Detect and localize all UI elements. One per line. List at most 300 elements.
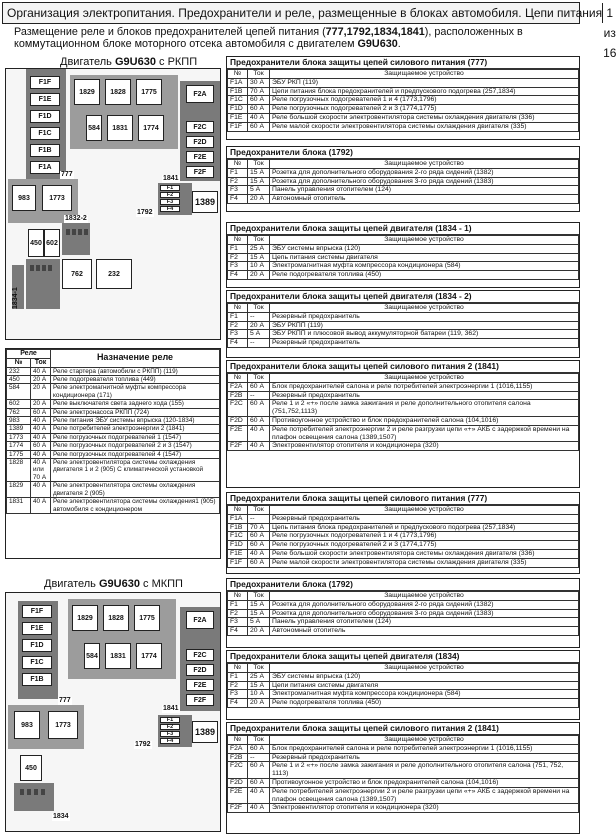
relay-1389: 1389 bbox=[192, 721, 218, 743]
relay-purpose: Реле электровентилятора системы охлаждения1 (905) автомобиля с кондиционером bbox=[51, 498, 220, 514]
relay-1774: 1774 bbox=[136, 643, 162, 669]
fuse-id: F4 bbox=[228, 699, 248, 708]
fuse-row bbox=[228, 244, 579, 253]
fuse-row bbox=[228, 787, 579, 804]
relay-number: 1775 bbox=[7, 450, 31, 458]
fuse-row bbox=[228, 87, 579, 96]
relay-row bbox=[7, 425, 220, 433]
relay-row bbox=[7, 498, 220, 514]
relay-current: 40 А bbox=[31, 482, 51, 498]
fuse-device: Панель управления отопителем (124) bbox=[270, 618, 579, 627]
fuse-row bbox=[228, 382, 579, 391]
fuse-current: 15 А bbox=[248, 681, 270, 690]
fuse-panel bbox=[226, 722, 580, 834]
fuse-f2e: F2E bbox=[186, 679, 214, 691]
fuse-current: 60 А bbox=[248, 400, 270, 417]
relay-purpose: Реле стартера (автомобили с РКПП) (119) bbox=[51, 367, 220, 375]
fuse-table bbox=[227, 373, 579, 451]
fuse-row bbox=[228, 514, 579, 523]
label-777: 777 bbox=[59, 697, 71, 704]
fuse-block-1832-body bbox=[62, 223, 90, 255]
relay-table bbox=[5, 348, 221, 559]
fuse-row bbox=[228, 78, 579, 87]
relay-1775: 1775 bbox=[134, 605, 160, 631]
fuse-device: Реле погрузочных подогревателей 2 и 3 (1774,1775) bbox=[270, 541, 579, 550]
fuse-id: F4 bbox=[228, 195, 248, 204]
fuse-f2c: F2C bbox=[186, 121, 214, 133]
relay-983: 983 bbox=[12, 185, 36, 211]
fuse-current: 40 А bbox=[248, 804, 270, 813]
fuse-panel bbox=[226, 578, 580, 648]
fuse-current: 15 А bbox=[248, 168, 270, 177]
fuse-current: 25 А bbox=[248, 244, 270, 253]
fuse-row bbox=[228, 425, 579, 442]
col-current-header: Ток bbox=[248, 664, 270, 673]
fuse-device: Панель управления отопителем (124) bbox=[270, 186, 579, 195]
col-no-header: № bbox=[228, 664, 248, 673]
col-current-header: Ток bbox=[248, 506, 270, 515]
fuse-device: Реле 1 и 2 «+» после замка зажигания и реле дополнительного отопителя салона (751, 752, 1113) bbox=[270, 762, 579, 779]
relay-number: 450 bbox=[7, 376, 31, 384]
fuse-id: F2D bbox=[228, 416, 248, 425]
relay-number: 232 bbox=[7, 367, 31, 375]
fuse-current: 70 А bbox=[248, 87, 270, 96]
relay-450: 450 bbox=[28, 229, 44, 257]
fuse-pin bbox=[42, 265, 46, 271]
engine2-code: G9U630 bbox=[98, 578, 140, 590]
fuse-f2a: F2A bbox=[186, 611, 214, 629]
relay-purpose: Реле погрузочных подогревателей 4 (1547) bbox=[51, 450, 220, 458]
relay-row bbox=[7, 417, 220, 425]
fuse-table bbox=[227, 505, 579, 568]
fuse-f1d: F1D bbox=[30, 110, 60, 123]
fuse-id: F2 bbox=[228, 609, 248, 618]
relay-purpose: Реле электромагнитной муфты компрессора кондиционера (171) bbox=[51, 384, 220, 400]
fuse-f1d: F1D bbox=[22, 639, 52, 652]
fuse-id: F1A bbox=[228, 78, 248, 87]
fuse-id: F2E bbox=[228, 787, 248, 804]
fuse-row bbox=[228, 271, 579, 280]
fuse-f1a: F1A bbox=[30, 161, 60, 174]
relay-purpose: Реле питания ЭБУ системы впрыска (120-1834) bbox=[51, 417, 220, 425]
fuse-current: 40 А bbox=[248, 442, 270, 451]
fuse-device: Блок предохранителей салона и реле потребителей электроэнергии 1 (1016,1155) bbox=[270, 744, 579, 753]
fuse-row bbox=[228, 177, 579, 186]
fuse-current: 60 А bbox=[248, 416, 270, 425]
fuse-row bbox=[228, 442, 579, 451]
fuse-device: ЭБУ системы впрыска (120) bbox=[270, 244, 579, 253]
fuse-device: Резервный предохранитель bbox=[270, 339, 579, 348]
fuse-current: 20 А bbox=[248, 271, 270, 280]
col-device-header: Защищаемое устройство bbox=[270, 664, 579, 673]
label-1841: 1841 bbox=[163, 175, 179, 182]
fuse-row bbox=[228, 804, 579, 813]
fuse-panel bbox=[226, 650, 580, 720]
fuse-pin bbox=[78, 229, 82, 235]
fuse-pin bbox=[30, 265, 34, 271]
col-device-header: Защищаемое устройство bbox=[270, 236, 579, 245]
fuse-current: 60 А bbox=[248, 762, 270, 779]
fuse-device: ЭБУ РКПП (119) bbox=[270, 321, 579, 330]
engine1-post: с РКПП bbox=[155, 56, 198, 68]
fuse-id: F1 bbox=[228, 672, 248, 681]
fuse-id: F1F bbox=[228, 122, 248, 131]
fuse-id: F2 bbox=[228, 253, 248, 262]
fuse-current: 60 А bbox=[248, 541, 270, 550]
fuse-row bbox=[228, 762, 579, 779]
engine-title-akpp bbox=[60, 56, 197, 68]
relay-1773: 1773 bbox=[48, 711, 78, 739]
intro-codes: 777,1792,1834,1841 bbox=[325, 26, 425, 38]
fuse-row bbox=[228, 391, 579, 400]
relay-number: 602 bbox=[7, 400, 31, 408]
relay-current: 40 А bbox=[31, 433, 51, 441]
relay-1828: 1828 bbox=[105, 79, 131, 105]
relay-602: 602 bbox=[44, 229, 60, 257]
fuse-row bbox=[228, 753, 579, 762]
engine-title-mkpp bbox=[44, 578, 183, 590]
fuse-device: Автономный отопитель bbox=[270, 195, 579, 204]
fuse-device: Реле погрузочных подогревателей 1 и 4 (1773,1796) bbox=[270, 96, 579, 105]
col-device-header: Защищаемое устройство bbox=[270, 592, 579, 601]
fuse-device: Электромагнитная муфта компрессора кондиционера (584) bbox=[270, 690, 579, 699]
fuse-f2e: F2E bbox=[186, 151, 214, 163]
fuse-panel bbox=[226, 290, 580, 358]
col-no-header: № bbox=[228, 592, 248, 601]
fuse-device: Цепи питания системы двигателя bbox=[270, 681, 579, 690]
fuse-current: 10 А bbox=[248, 262, 270, 271]
fuse-current: 70 А bbox=[248, 523, 270, 532]
fuse-id: F2 bbox=[228, 321, 248, 330]
fuse-f1e: F1E bbox=[30, 93, 60, 106]
fuse-f2f: F2F bbox=[186, 694, 214, 706]
fuse-table bbox=[227, 159, 579, 204]
col-no-header: № bbox=[228, 374, 248, 383]
relay-current: 20 А bbox=[31, 400, 51, 408]
fuse-device: Противоугонное устройство и блок предохранителей салона (104,1016) bbox=[270, 416, 579, 425]
fuse-current: 20 А bbox=[248, 627, 270, 636]
fuse-pin bbox=[34, 789, 38, 795]
fuse-device: Реле малой скорости электровентилятора системы охлаждения двигателя (335) bbox=[270, 558, 579, 567]
relay-number: 584 bbox=[7, 384, 31, 400]
fuse-device: Резервный предохранитель bbox=[270, 753, 579, 762]
intro-engine: G9U630 bbox=[357, 38, 398, 50]
fuse-pin bbox=[72, 229, 76, 235]
fuse-row bbox=[228, 400, 579, 417]
fuse-row bbox=[228, 523, 579, 532]
relay-purpose: Реле электровентилятора системы охлаждения двигателя 2 (905) bbox=[51, 482, 220, 498]
fuse-row bbox=[228, 690, 579, 699]
fuse-device: Реле малой скорости электровентилятора системы охлаждения двигателя (335) bbox=[270, 122, 579, 131]
fuse-1792-f4: F4 bbox=[160, 738, 180, 744]
fuse-current: 15 А bbox=[248, 609, 270, 618]
fuse-panel-title: Предохранители блока (1792) bbox=[227, 147, 579, 159]
fuse-pin bbox=[27, 789, 31, 795]
fuse-id: F2D bbox=[228, 778, 248, 787]
fuse-row bbox=[228, 681, 579, 690]
fuse-id: F2 bbox=[228, 681, 248, 690]
fuse-current: 15 А bbox=[248, 600, 270, 609]
relay-number: 762 bbox=[7, 408, 31, 416]
fuse-row bbox=[228, 672, 579, 681]
fuse-f1f: F1F bbox=[30, 76, 60, 89]
relay-584: 584 bbox=[86, 115, 102, 141]
fuse-f2d: F2D bbox=[186, 664, 214, 676]
relay-232: 232 bbox=[96, 259, 132, 289]
relay-1774: 1774 bbox=[138, 115, 164, 141]
fuse-current: 60 А bbox=[248, 558, 270, 567]
label-1834-1: 1834-1 bbox=[12, 287, 19, 309]
fuse-pin bbox=[41, 789, 45, 795]
fuse-box-diagram-2 bbox=[5, 592, 221, 832]
fuse-row bbox=[228, 186, 579, 195]
fuse-device: Реле погрузочных подогревателей 1 и 4 (1773,1796) bbox=[270, 532, 579, 541]
fuse-row bbox=[228, 168, 579, 177]
fuse-pin bbox=[66, 229, 70, 235]
fuse-device: Резервный предохранитель bbox=[270, 391, 579, 400]
col-current-header: Ток bbox=[248, 304, 270, 313]
fuse-panel bbox=[226, 146, 580, 212]
page-title: Организация электропитания. Предохранители и реле, размещенные в блоках автомобиля. Цепи питания bbox=[7, 6, 603, 20]
fuse-device: ЭБУ системы впрыска (120) bbox=[270, 672, 579, 681]
fuse-row bbox=[228, 609, 579, 618]
fuse-id: F1 bbox=[228, 168, 248, 177]
fuse-id: F3 bbox=[228, 618, 248, 627]
fuse-current: 60 А bbox=[248, 778, 270, 787]
fuse-device: Реле погрузочных подогревателей 2 и 3 (1774,1775) bbox=[270, 105, 579, 114]
relay-current: 60 А bbox=[31, 408, 51, 416]
relay-row bbox=[7, 433, 220, 441]
fuse-device: Реле потребителей электроэнергии 2 и реле разгрузки цепи «+» АКБ с задержкой времени на плафон освещения салона (1389,1507) bbox=[270, 425, 579, 442]
fuse-device: Блок предохранителей салона и реле потребителей электроэнергии 1 (1016,1155) bbox=[270, 382, 579, 391]
fuse-1792-f3: F3 bbox=[160, 731, 180, 737]
fuse-current: 5 А bbox=[248, 330, 270, 339]
fuse-current: 20 А bbox=[248, 699, 270, 708]
relay-584: 584 bbox=[84, 643, 100, 669]
fuse-current: 40 А bbox=[248, 549, 270, 558]
engine1-code: G9U630 bbox=[114, 56, 156, 68]
relay-row bbox=[7, 482, 220, 498]
fuse-id: F2B bbox=[228, 753, 248, 762]
fuse-id: F1D bbox=[228, 105, 248, 114]
fuse-current: 20 А bbox=[248, 321, 270, 330]
fuse-panel bbox=[226, 360, 580, 488]
fuse-id: F2 bbox=[228, 177, 248, 186]
fuse-1792-f3: F3 bbox=[160, 199, 180, 205]
relay-current: 40 А или 70 А bbox=[31, 459, 51, 482]
fuse-1792-f2: F2 bbox=[160, 192, 180, 198]
fuse-current: 30 А bbox=[248, 78, 270, 87]
fuse-row bbox=[228, 627, 579, 636]
fuse-id: F4 bbox=[228, 271, 248, 280]
col-device-header: Защищаемое устройство bbox=[270, 70, 579, 79]
fuse-id: F2F bbox=[228, 804, 248, 813]
fuse-device: Розетка для дополнительного оборудования 2-го ряда сидений (1382) bbox=[270, 168, 579, 177]
fuse-id: F1B bbox=[228, 523, 248, 532]
fuse-current: 40 А bbox=[248, 787, 270, 804]
intro-text bbox=[14, 26, 574, 50]
fuse-id: F2E bbox=[228, 425, 248, 442]
fuse-id: F1 bbox=[228, 600, 248, 609]
fuse-row bbox=[228, 321, 579, 330]
fuse-id: F1E bbox=[228, 549, 248, 558]
fuse-table bbox=[227, 303, 579, 348]
relay-1829: 1829 bbox=[72, 605, 98, 631]
relay-current: 40 А bbox=[31, 498, 51, 514]
relay-983: 983 bbox=[14, 711, 40, 739]
fuse-f2d: F2D bbox=[186, 136, 214, 148]
fuse-current: 5 А bbox=[248, 618, 270, 627]
fuse-id: F2B bbox=[228, 391, 248, 400]
fuse-device: Цепь питания системы двигателя bbox=[270, 253, 579, 262]
fuse-id: F3 bbox=[228, 690, 248, 699]
label-1832-2: 1832-2 bbox=[65, 215, 87, 222]
page-number: 1 из 16 bbox=[602, 3, 616, 23]
fuse-panel-title: Предохранители блока защиты цепей силового питания (777) bbox=[227, 57, 579, 69]
fuse-panel-title: Предохранители блока защиты цепей двигателя (1834 - 1) bbox=[227, 223, 579, 235]
fuse-1792-f2: F2 bbox=[160, 724, 180, 730]
fuse-device: Реле большой скорости электровентилятора системы охлаждения двигателя (336) bbox=[270, 549, 579, 558]
fuse-row bbox=[228, 312, 579, 321]
fuse-id: F1A bbox=[228, 514, 248, 523]
fuse-current: -- bbox=[248, 339, 270, 348]
relay-1831: 1831 bbox=[105, 643, 131, 669]
relay-row bbox=[7, 376, 220, 384]
relay-purpose: Реле потребителей электроэнергии 2 (1841) bbox=[51, 425, 220, 433]
col-current-header: Ток bbox=[248, 160, 270, 169]
col-current-header: Ток bbox=[248, 736, 270, 745]
label-1834: 1834 bbox=[53, 813, 69, 820]
relay-current: 40 А bbox=[31, 417, 51, 425]
fuse-current: -- bbox=[248, 312, 270, 321]
fuse-row bbox=[228, 532, 579, 541]
fuse-pin bbox=[20, 789, 24, 795]
relay-1775: 1775 bbox=[136, 79, 162, 105]
relay-row bbox=[7, 408, 220, 416]
relay-no-header: № bbox=[7, 358, 31, 367]
engine2-pre: Двигатель bbox=[44, 578, 99, 590]
fuse-current: 60 А bbox=[248, 382, 270, 391]
fuse-f2c: F2C bbox=[186, 649, 214, 661]
fuse-id: F3 bbox=[228, 186, 248, 195]
fuse-id: F4 bbox=[228, 627, 248, 636]
fuse-pin bbox=[48, 265, 52, 271]
relay-purpose-header: Назначение реле bbox=[51, 350, 220, 368]
label-1792: 1792 bbox=[137, 209, 153, 216]
fuse-row bbox=[228, 262, 579, 271]
relay-450: 450 bbox=[20, 755, 42, 781]
fuse-row bbox=[228, 195, 579, 204]
intro-mid: ), расположенных в коммутационном блоке моторного отсека автомобиля с двигателем bbox=[14, 26, 523, 50]
relay-purpose: Реле электронасоса РКПП (724) bbox=[51, 408, 220, 416]
col-device-header: Защищаемое устройство bbox=[270, 304, 579, 313]
fuse-pin bbox=[36, 265, 40, 271]
fuse-device: Реле 1 и 2 «+» после замка зажигания и реле дополнительного отопителя салона (751,752,1113) bbox=[270, 400, 579, 417]
fuse-panel-title: Предохранители блока защиты цепей силового питания (777) bbox=[227, 493, 579, 505]
fuse-block-1834-body bbox=[14, 783, 54, 811]
col-device-header: Защищаемое устройство bbox=[270, 374, 579, 383]
fuse-device: Резервный предохранитель bbox=[270, 312, 579, 321]
fuse-id: F1E bbox=[228, 113, 248, 122]
fuse-table bbox=[227, 69, 579, 132]
col-no-header: № bbox=[228, 160, 248, 169]
fuse-table bbox=[227, 591, 579, 636]
relay-1773: 1773 bbox=[42, 185, 72, 211]
fuse-row bbox=[228, 416, 579, 425]
relay-number: 983 bbox=[7, 417, 31, 425]
relay-row bbox=[7, 450, 220, 458]
relay-purpose: Реле подогревателя топлива (449) bbox=[51, 376, 220, 384]
fuse-id: F4 bbox=[228, 339, 248, 348]
fuse-id: F1C bbox=[228, 532, 248, 541]
label-777: 777 bbox=[61, 171, 73, 178]
fuse-id: F1 bbox=[228, 312, 248, 321]
fuse-id: F1D bbox=[228, 541, 248, 550]
fuse-current: 60 А bbox=[248, 122, 270, 131]
fuse-row bbox=[228, 253, 579, 262]
col-no-header: № bbox=[228, 236, 248, 245]
fuse-device: Розетка для дополнительного оборудования 3-го ряда сидений (1383) bbox=[270, 609, 579, 618]
relay-row bbox=[7, 400, 220, 408]
fuse-f1e: F1E bbox=[22, 622, 52, 635]
fuse-panel bbox=[226, 56, 580, 140]
relay-current: 60 А bbox=[31, 442, 51, 450]
fuse-id: F2C bbox=[228, 400, 248, 417]
relay-purpose: Реле электровентилятора системы охлаждения двигателя 1 и 2 (905) С климатической установкой bbox=[51, 459, 220, 482]
col-device-header: Защищаемое устройство bbox=[270, 736, 579, 745]
relay-762: 762 bbox=[62, 259, 92, 289]
fuse-f2f: F2F bbox=[186, 166, 214, 178]
col-no-header: № bbox=[228, 736, 248, 745]
fuse-id: F2F bbox=[228, 442, 248, 451]
relay-purpose: Реле погрузочных подогревателей 1 (1547) bbox=[51, 433, 220, 441]
fuse-device: Розетка для дополнительного оборудования 3-го ряда сидений (1383) bbox=[270, 177, 579, 186]
fuse-current: 40 А bbox=[248, 425, 270, 442]
fuse-row bbox=[228, 96, 579, 105]
fuse-table bbox=[227, 235, 579, 280]
fuse-current: 15 А bbox=[248, 253, 270, 262]
relay-current: 40 А bbox=[31, 367, 51, 375]
fuse-id: F2C bbox=[228, 762, 248, 779]
fuse-device: Электромагнитная муфта компрессора кондиционера (584) bbox=[270, 262, 579, 271]
fuse-device: Автономный отопитель bbox=[270, 627, 579, 636]
relay-current: 40 А bbox=[31, 425, 51, 433]
fuse-1792-f1: F1 bbox=[160, 717, 180, 723]
col-no-header: № bbox=[228, 506, 248, 515]
fuse-device: Противоугонное устройство и блок предохранителей салона (104,1016) bbox=[270, 778, 579, 787]
col-current-header: Ток bbox=[248, 236, 270, 245]
fuse-current: 60 А bbox=[248, 532, 270, 541]
fuse-panel-title: Предохранители блока защиты цепей силового питания 2 (1841) bbox=[227, 361, 579, 373]
col-current-header: Ток bbox=[248, 374, 270, 383]
relay-1828: 1828 bbox=[103, 605, 129, 631]
relay-row bbox=[7, 442, 220, 450]
fuse-row bbox=[228, 600, 579, 609]
fuse-id: F1 bbox=[228, 244, 248, 253]
fuse-current: 25 А bbox=[248, 672, 270, 681]
col-no-header: № bbox=[228, 70, 248, 79]
fuse-id: F2A bbox=[228, 744, 248, 753]
fuse-f1b: F1B bbox=[22, 673, 52, 686]
fuse-device: Цепь питания блока предохранителей и предпускового подогрева (257,1834) bbox=[270, 523, 579, 532]
fuse-f2a: F2A bbox=[186, 85, 214, 103]
engine1-pre: Двигатель bbox=[60, 56, 115, 68]
fuse-panel-title: Предохранители блока защиты цепей двигателя (1834 - 2) bbox=[227, 291, 579, 303]
relay-row bbox=[7, 367, 220, 375]
relay-purpose: Реле погрузочных подогревателей 2 и 3 (1547) bbox=[51, 442, 220, 450]
relay-number: 1829 bbox=[7, 482, 31, 498]
relay-1389: 1389 bbox=[192, 191, 218, 213]
